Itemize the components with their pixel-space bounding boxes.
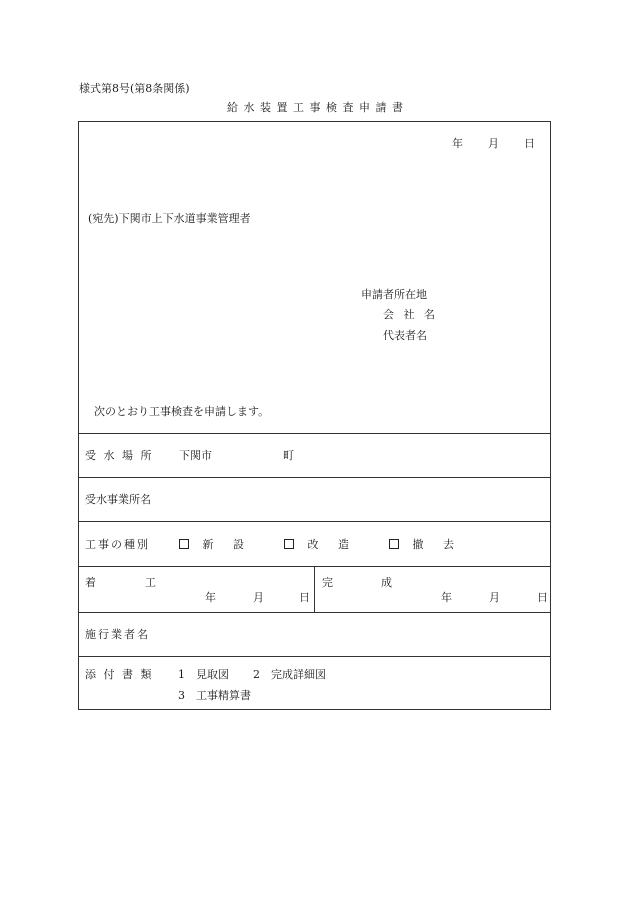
applicant-company-label: 会 社 名 [383, 308, 438, 321]
location-label: 受 水 場 所 [85, 449, 154, 462]
start-year: 年 [205, 591, 216, 604]
applicant-address-label: 申請者所在地 [361, 288, 427, 301]
attachment-item: 3 工事精算書 [178, 689, 251, 702]
column-divider [314, 566, 315, 612]
attachment-item: 2 完成詳細図 [253, 668, 326, 681]
attachment-item: 1 見取図 [178, 668, 229, 681]
date-year: 年 [452, 137, 463, 150]
option-modification[interactable] [284, 539, 357, 550]
row-divider [79, 477, 550, 478]
checkbox-icon[interactable] [389, 539, 399, 549]
start-label-1: 着 [85, 576, 96, 589]
row-divider [79, 433, 550, 434]
location-town: 町 [283, 449, 294, 462]
date-day: 日 [524, 137, 535, 150]
form-number: 様式第8号(第8条関係) [79, 82, 190, 95]
request-statement: 次のとおり工事検査を申請します。 [94, 405, 270, 418]
start-month: 月 [253, 591, 264, 604]
option-label: 撤 去 [412, 538, 462, 551]
form-title: 給 水 装 置 工 事 検 査 申 請 書 [227, 101, 404, 114]
completion-day: 日 [537, 591, 548, 604]
business-name-label: 受水事業所名 [85, 493, 151, 506]
row-divider [79, 521, 550, 522]
work-type-label: 工事の種別 [85, 538, 150, 551]
option-removal[interactable] [389, 539, 462, 550]
row-divider [79, 656, 550, 657]
start-day: 日 [299, 591, 310, 604]
option-label: 改 造 [307, 538, 357, 551]
attachments-label: 添 付 書 類 [85, 668, 154, 681]
applicant-representative-label: 代表者名 [383, 329, 427, 342]
option-label: 新 設 [202, 538, 252, 551]
start-label-2: 工 [145, 576, 156, 589]
contractor-label: 施行業者名 [85, 628, 150, 641]
completion-month: 月 [489, 591, 500, 604]
completion-label-2: 成 [381, 576, 392, 589]
application-form-table [78, 121, 551, 710]
completion-label-1: 完 [322, 576, 333, 589]
option-new-construction[interactable] [179, 539, 252, 550]
checkbox-icon[interactable] [179, 539, 189, 549]
completion-year: 年 [441, 591, 452, 604]
row-divider [79, 612, 550, 613]
location-city: 下関市 [179, 449, 212, 462]
date-month: 月 [488, 137, 499, 150]
checkbox-icon[interactable] [284, 539, 294, 549]
addressee: (宛先)下関市上下水道事業管理者 [88, 212, 251, 225]
